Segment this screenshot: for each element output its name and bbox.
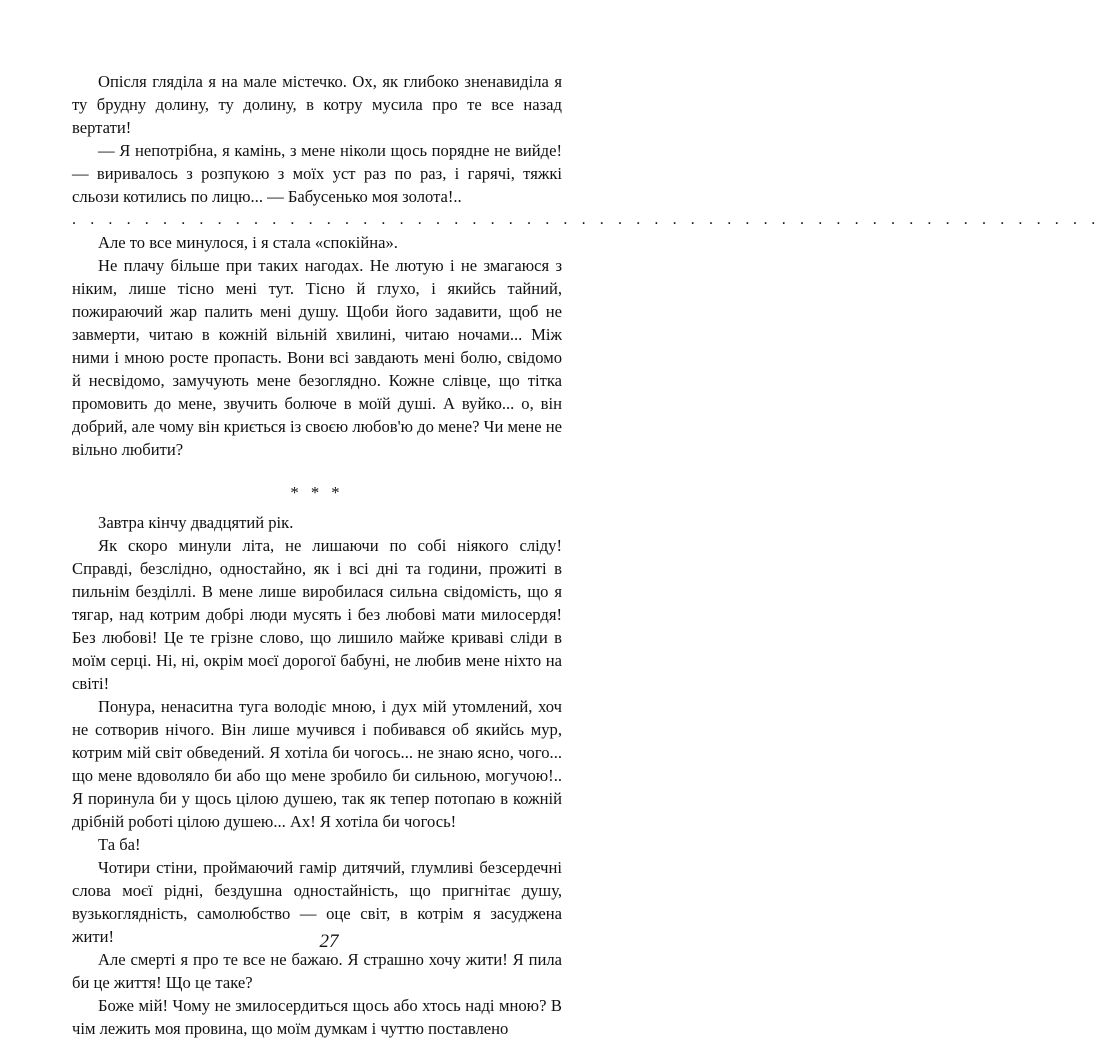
paragraph: Опісля гляділа я на мале містечко. Ох, як глибоко зненавиділа я ту брудну долину, ту долину, в котру мусила про те все назад вертати! xyxy=(72,72,562,137)
paragraph: Але то все минулося, і я стала «спокійна». xyxy=(98,233,398,252)
paragraph: Чотири стіни, проймаючий гамір дитячий, глумливі безсердечні слова моєї рідні, бездушна одностайність, що пригнітає душу, вузькоглядність, самолюбство — оце світ, в котрім я засуджена жити! xyxy=(72,858,562,946)
paragraph: Але смерті я про те все не бажаю. Я страшно хочу жити! Я пила би це життя! Що це таке? xyxy=(72,950,562,992)
paragraph: Не плачу більше при таких нагодах. Не лютую і не змагаюся з ніким, лише тісно мені тут. Тісно й глухо, і якийсь тайний, пожираючий жар палить мені душу. Щоби його задавити, щоб не завмерти, читаю в кожній вільній хвилині, читаю ночами... Між ними і мною росте пропасть. Вони всі завдають мені болю, свідомо й несвідомо, замучують мене безоглядно. Кожне слівце, що тітка промовить до мене, звучить болюче в моїй душі. А вуйко... о, він добрий, але чому він криється із своєю любов'ю до мене? Чи мене не вільно любити? xyxy=(72,256,562,459)
page-number: 27 xyxy=(319,931,339,952)
paragraph: Боже мій! Чому не змилосердиться щось або хтось наді мною? В чім лежить моя провина, що моїм думкам і чуттю поставлено xyxy=(72,996,562,1038)
paragraph: Завтра кінчу двадцятий рік. xyxy=(98,513,294,532)
paragraph: — Я непотрібна, я камінь, з мене ніколи щось порядне не вийде! — виривалось з розпукою з моїх уст раз по раз, і гарячі, тяжкі сльози котились по лицю... — Бабусенько моя золота!.. xyxy=(72,141,562,206)
dotted-separator: . . . . . . . . . . . . . . . . . . . . . . . . . . . . . . . . . . . . . . . . . . . . . . . . . . . . . . . . . xyxy=(72,211,1100,228)
paragraph: Та ба! xyxy=(98,835,141,854)
paragraph: Як скоро минули літа, не лишаючи по собі ніякого сліду! Справді, безслідно, одностайно, як і всі дні та години, прожиті в пильнім безділлі. В мене лише виробилася сильна свідомість, що я тягар, над котрим добрі люди мусять і без любові мати милосердя! Без любові! Це те грізне слово, що лишило майже криваві сліди в моїм серці. Ні, ні, окрім моєї дорогої бабуні, не любив мене ніхто на світі! xyxy=(72,536,562,693)
section-divider: * * * xyxy=(290,483,344,502)
book-page-text xyxy=(72,70,1100,1040)
paragraph: Понура, ненаситна туга володіє мною, і дух мій утомлений, хоч не сотворив нічого. Він лише мучився і побивався об якийсь мур, котрим мій світ обведений. Я хотіла би чогось... не знаю ясно, чого... що мене вдоволяло би або що мене зробило би сильною, могучою!.. Я поринула би у щось цілою душею, так як тепер потопаю в кожній дрібній роботі цілою душею... Ах! Я хотіла би чогось! xyxy=(72,697,562,831)
